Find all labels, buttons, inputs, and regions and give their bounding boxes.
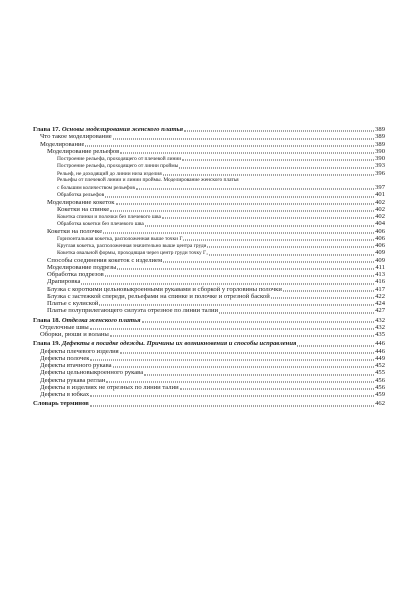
toc-entry[interactable] [33, 257, 385, 264]
dot-leader [271, 298, 374, 299]
toc-entry-title: Моделирование [40, 140, 85, 148]
toc-entry[interactable] [33, 249, 385, 256]
table-of-contents [33, 126, 385, 408]
toc-entry[interactable] [33, 384, 385, 391]
dot-leader [209, 254, 374, 255]
toc-entry[interactable] [33, 199, 385, 206]
dot-leader [182, 160, 374, 161]
toc-entry[interactable] [33, 324, 385, 331]
toc-entry-title: Обработка рельефов [57, 192, 105, 199]
toc-entry-title: Рельефы от плечевой линии и линии проймы. Моделирование женского платья [57, 176, 239, 183]
toc-entry[interactable] [33, 391, 385, 398]
chapter-title: Основы моделирования женского платья [61, 126, 183, 133]
dot-leader [145, 225, 374, 226]
page-number: 396 [375, 169, 385, 177]
chapter-title: Дефекты в посадке одежды. Причины их возникновения и способы исправления [61, 340, 297, 348]
dot-leader [106, 381, 374, 382]
toc-entry-title: Дефекты в юбках [40, 391, 90, 398]
page-number: 402 [375, 205, 385, 213]
toc-entry[interactable] [33, 162, 385, 169]
toc-entry[interactable] [33, 377, 385, 384]
toc-entry-title: Дефекты в изделиях не отрезных по линии талии [40, 383, 179, 391]
dot-leader [116, 203, 375, 204]
toc-entry[interactable] [33, 271, 385, 278]
toc-entry-title: Что такое моделирование [40, 133, 112, 141]
toc-entry[interactable] [33, 369, 385, 376]
toc-entry-title: Обработка кокетки без плечевого шва [57, 221, 144, 228]
toc-entry[interactable] [33, 228, 385, 235]
page-number: 409 [375, 256, 385, 264]
toc-entry-title: Отделочные швы [40, 323, 89, 331]
toc-entry-title: Построение рельефа, проходящего от плечевой линии [57, 156, 182, 162]
toc-entry[interactable] [33, 213, 385, 220]
toc-chapter[interactable] [33, 317, 385, 324]
toc-chapter[interactable] [33, 400, 385, 407]
toc-entry-title: Рельеф, не доходящий до линии низа изделия [57, 170, 162, 177]
dot-leader [180, 389, 374, 390]
toc-entry[interactable] [33, 278, 385, 285]
dot-leader [185, 240, 374, 241]
toc-entry[interactable] [33, 307, 385, 314]
dot-leader [184, 131, 374, 132]
toc-entry[interactable] [33, 286, 385, 293]
dot-leader [90, 360, 374, 361]
page-number: 406 [375, 234, 385, 242]
page-number: 456 [375, 376, 385, 384]
page-number: 389 [375, 140, 385, 148]
toc-entry-title: с большим количеством рельефов [57, 185, 135, 191]
dot-leader [113, 138, 374, 139]
dot-leader [163, 261, 374, 262]
page-number: 389 [375, 133, 385, 141]
page-number: 455 [375, 369, 385, 377]
toc-entry-title: Словарь терминов [33, 400, 89, 408]
toc-entry-title: Моделирование рельефов [47, 147, 120, 155]
chapter-number: Глава 17. [33, 126, 62, 133]
toc-entry[interactable] [33, 242, 385, 249]
dot-leader [81, 283, 374, 284]
dot-leader [99, 305, 374, 306]
page-number: 432 [375, 323, 385, 331]
page-number: 397 [375, 184, 385, 191]
page-number: 446 [375, 340, 385, 348]
toc-entry[interactable] [33, 133, 385, 140]
page-number: 402 [375, 213, 385, 220]
page-number: 389 [375, 126, 385, 133]
toc-entry-title: Дефекты цельновыкроенного рукава [40, 369, 144, 377]
page-number: 413 [375, 271, 385, 278]
page-number: 390 [375, 155, 385, 162]
toc-entry-title: Блузка с застежкой спереди, рельефами на спинке и полочке и отрезной баской [47, 292, 270, 300]
dot-leader [120, 153, 374, 154]
toc-entry[interactable] [33, 170, 385, 177]
dot-leader [103, 232, 374, 233]
dot-leader [110, 336, 374, 337]
toc-entry[interactable] [33, 141, 385, 148]
dot-leader [120, 352, 374, 353]
toc-entry[interactable] [33, 300, 385, 307]
toc-entry-title: Дефекты плечевого изделия [40, 347, 119, 355]
toc-entry-title: Кокетки на полочке [47, 227, 103, 235]
toc-entry-title: Платье полуприлегающего силуэта отрезное по линии талии [47, 307, 219, 315]
page-number: 406 [375, 242, 385, 249]
page-number: 435 [375, 331, 385, 338]
page-number: 456 [375, 383, 385, 391]
toc-entry-title: Дефекты рукава реглан [40, 376, 106, 384]
chapter-title: Отделка женского платья [61, 316, 141, 324]
page-number: 411 [375, 263, 385, 271]
dot-leader [90, 405, 374, 406]
toc-entry-title: Блузка с короткими цельновыкроенными рукавами и сборкой у горловины полочки [47, 285, 282, 293]
toc-entry-title: Обработка подрезов [47, 271, 104, 278]
toc-entry-title: Кокетки на спинке [57, 205, 110, 213]
toc-entry[interactable] [33, 264, 385, 271]
toc-entry[interactable] [33, 355, 385, 362]
dot-leader [179, 167, 374, 168]
page-number: 424 [375, 300, 385, 307]
page-number: 417 [375, 285, 385, 293]
toc-entry[interactable] [33, 148, 385, 155]
page-number: 446 [375, 347, 385, 355]
toc-chapter[interactable] [33, 340, 385, 347]
page-number: 393 [375, 162, 385, 170]
dot-leader [110, 211, 374, 212]
toc-entry[interactable] [33, 235, 385, 242]
dot-leader [163, 174, 374, 175]
dot-leader [207, 247, 374, 248]
toc-entry-title: Моделирование подрезы [47, 263, 117, 271]
page-number: 401 [375, 191, 385, 199]
page-number: 406 [375, 227, 385, 235]
dot-leader [105, 276, 374, 277]
toc-entry[interactable] [33, 293, 385, 300]
dot-leader [219, 312, 374, 313]
page-number: 402 [375, 198, 385, 206]
toc-entry-title: Драпировка [47, 278, 81, 286]
toc-entry[interactable] [33, 348, 385, 355]
dot-leader [117, 269, 374, 270]
toc-entry[interactable] [33, 220, 385, 227]
dot-leader [162, 218, 374, 219]
dot-leader [90, 396, 374, 397]
dot-leader [142, 321, 375, 322]
toc-entry[interactable] [33, 206, 385, 213]
toc-entry-title: Дефекты втачного рукава [40, 362, 112, 369]
toc-entry-title: Построение рельефа, проходящего от линии проймы [57, 163, 179, 170]
toc-entry-title: Дефекты полочек [40, 354, 90, 362]
toc-entry-title: Оборки, рюши и воланы [40, 331, 109, 338]
toc-entry-title [33, 126, 183, 133]
dot-leader [105, 196, 374, 197]
toc-entry-title [33, 340, 296, 347]
toc-entry-title: Моделирование кокеток [47, 198, 115, 206]
dot-leader [136, 189, 374, 190]
dot-leader [90, 329, 374, 330]
page-number: 452 [375, 362, 385, 369]
toc-entry-title: Кокетка спинки и полочки без плечевого шва [57, 214, 161, 220]
page-number: 459 [375, 391, 385, 398]
page-number: 409 [375, 249, 385, 257]
toc-entry[interactable] [33, 177, 385, 184]
toc-entry-title: Платье с кулиской [47, 300, 99, 307]
page-number: 432 [375, 316, 385, 324]
page-number: 449 [375, 354, 385, 362]
dot-leader [113, 367, 375, 368]
toc-entry-title: Горизонтальная кокетка, расположенная выше точки Г₁ [57, 235, 185, 242]
dot-leader [144, 374, 374, 375]
dot-leader [283, 290, 374, 291]
page-number: 416 [375, 278, 385, 286]
toc-entry-title: Кокетка овальной формы, проходящая через центр груди точку Г₁ [57, 250, 209, 257]
page-number: 462 [375, 400, 385, 408]
toc-entry[interactable] [33, 331, 385, 338]
page-number: 390 [375, 147, 385, 155]
chapter-number: Глава 18. [33, 316, 62, 324]
toc-entry[interactable] [33, 362, 385, 369]
page-number: 427 [375, 307, 385, 315]
toc-entry[interactable] [33, 184, 385, 191]
toc-entry[interactable] [33, 155, 385, 162]
chapter-number: Глава 19. [33, 340, 62, 348]
toc-entry[interactable] [33, 191, 385, 198]
toc-chapter[interactable] [33, 126, 385, 133]
toc-entry-title: Круглая кокетка, расположенная значительно выше центра груди [57, 243, 207, 249]
dot-leader [297, 345, 374, 346]
toc-entry-title: Способы соединения кокеток с изделием [47, 256, 163, 264]
toc-entry-title [33, 317, 141, 324]
page-number: 404 [375, 220, 385, 228]
page-number: 422 [375, 292, 385, 300]
dot-leader [85, 145, 374, 146]
